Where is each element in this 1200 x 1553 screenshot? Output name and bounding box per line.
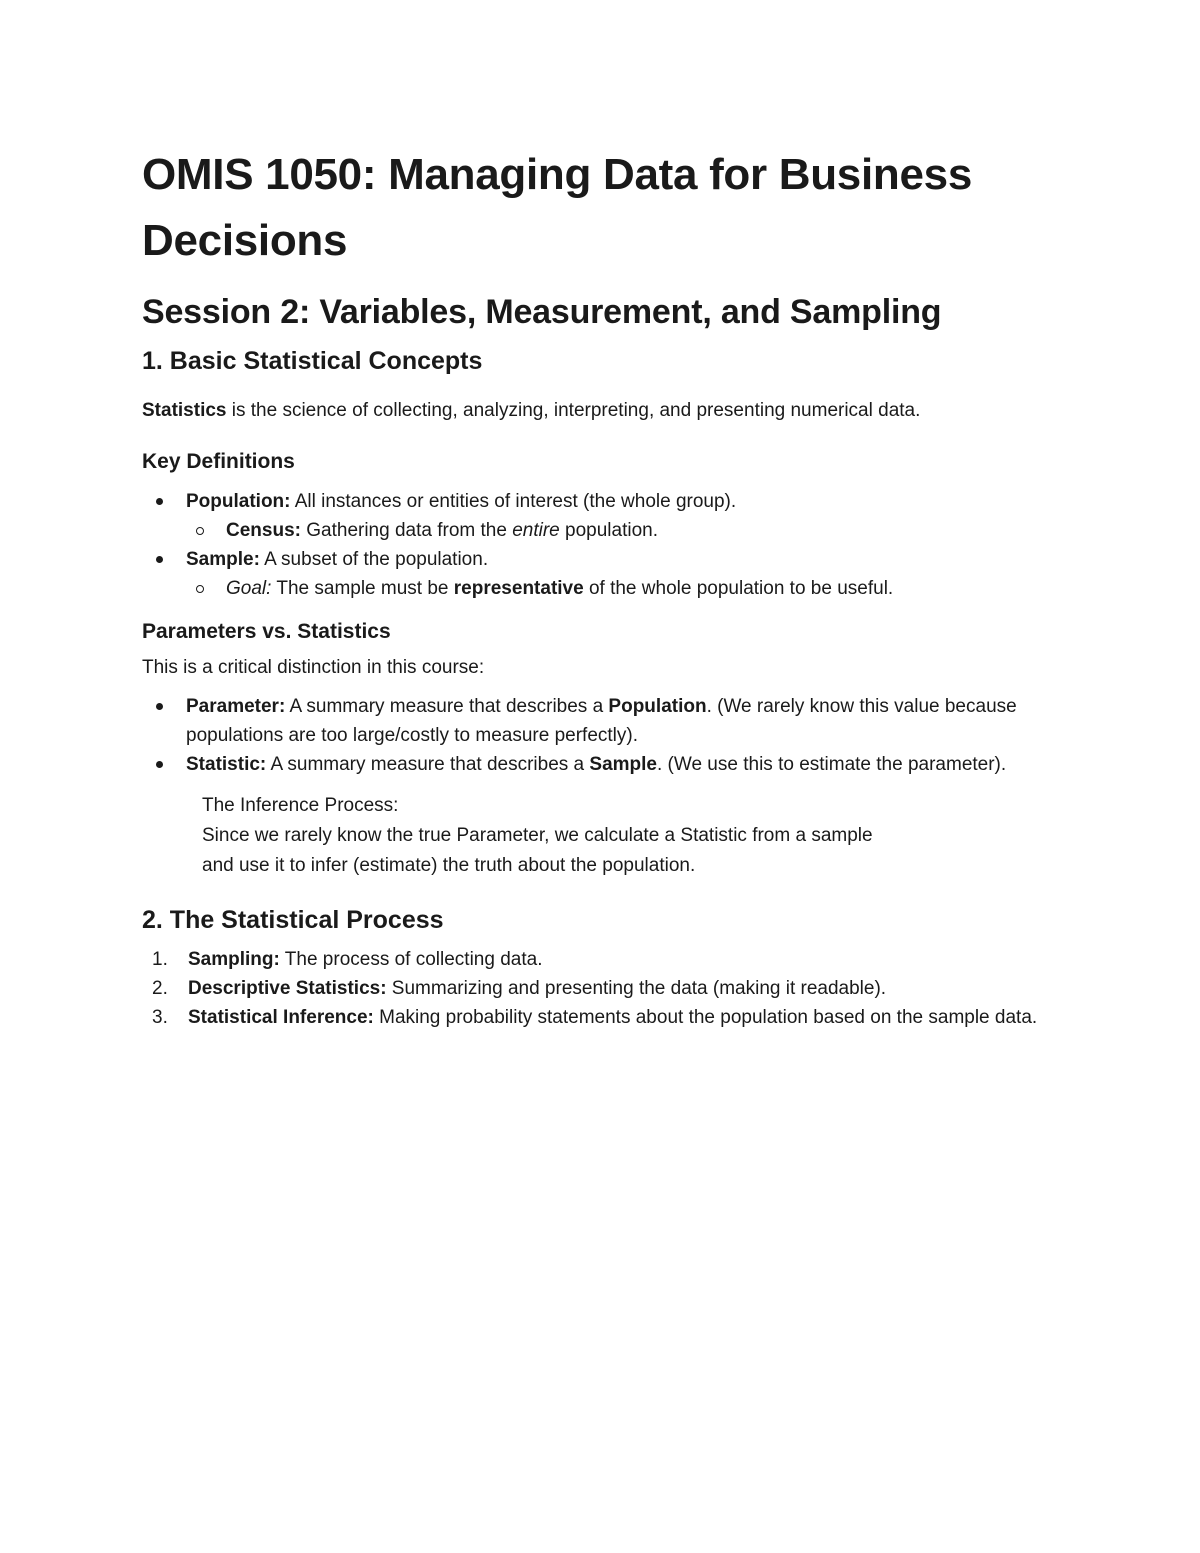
inference-line-1: Since we rarely know the true Parameter, we calculate a Statistic from a sample xyxy=(202,825,873,846)
list-item-sample xyxy=(142,545,1062,603)
population-sublist xyxy=(186,516,1062,545)
step-number: 2. xyxy=(152,978,168,999)
inference-line-2: and use it to infer (estimate) the truth about the population. xyxy=(202,855,696,876)
list-item-parameter xyxy=(142,692,1062,750)
statistic-term: Statistic: xyxy=(186,754,267,775)
session-title: Session 2: Variables, Measurement, and Sampling xyxy=(142,293,942,331)
statistics-definition xyxy=(142,396,1062,425)
sample-term: Sample: xyxy=(186,549,260,570)
parameter-text-end: . (We rarely know this value because populations are too large/costly to measure perfectly). xyxy=(186,696,1017,746)
list-item-goal xyxy=(186,574,1062,603)
step-text: Making probability statements about the population based on the sample data. xyxy=(373,1007,1038,1028)
section-heading-basic-concepts: 1. Basic Statistical Concepts xyxy=(142,347,483,375)
step-text: Summarizing and presenting the data (making it readable). xyxy=(386,978,887,999)
statistics-definition-text: is the science of collecting, analyzing, interpreting, and presenting numerical data. xyxy=(226,400,921,421)
step-number: 1. xyxy=(152,949,168,970)
key-definitions-heading: Key Definitions xyxy=(142,450,295,473)
goal-text: The sample must be xyxy=(271,578,454,599)
population-term: Population: xyxy=(186,491,291,512)
statistic-text: A summary measure that describes a xyxy=(266,754,590,775)
sample-text: A subset of the population. xyxy=(259,549,489,570)
census-text: Gathering data from the xyxy=(300,520,513,541)
goal-text-end: of the whole population to be useful. xyxy=(583,578,894,599)
step-term: Descriptive Statistics: xyxy=(188,978,387,999)
step-number: 3. xyxy=(152,1007,168,1028)
parameter-term: Parameter: xyxy=(186,696,286,717)
list-item-step xyxy=(142,1003,1062,1032)
document-page xyxy=(142,142,1062,1032)
section-heading-statistical-process: 2. The Statistical Process xyxy=(142,906,444,934)
step-term: Statistical Inference: xyxy=(188,1007,374,1028)
parameters-intro: This is a critical distinction in this course: xyxy=(142,657,485,678)
list-item-statistic xyxy=(142,750,1062,779)
parameters-vs-statistics-heading: Parameters vs. Statistics xyxy=(142,620,391,643)
list-item-population xyxy=(142,487,1062,545)
list-item-step xyxy=(142,974,1062,1003)
statistical-process-list xyxy=(142,945,1062,1032)
census-term: Census: xyxy=(226,520,301,541)
population-text: All instances or entities of interest (the whole group). xyxy=(290,491,737,512)
parameter-text: A summary measure that describes a xyxy=(285,696,609,717)
document-title: OMIS 1050: Managing Data for Business Decisions xyxy=(142,150,972,265)
list-item-step xyxy=(142,945,1062,974)
statistics-term: Statistics xyxy=(142,400,227,421)
parameter-emphasis: Population xyxy=(608,696,707,717)
census-emphasis: entire xyxy=(512,520,560,541)
key-definitions-list xyxy=(142,487,1062,603)
sample-sublist xyxy=(186,574,1062,603)
inference-title: The Inference Process: xyxy=(202,795,399,816)
step-term: Sampling: xyxy=(188,949,280,970)
step-text: The process of collecting data. xyxy=(279,949,543,970)
inference-process-block xyxy=(202,791,1062,881)
statistic-text-end: . (We use this to estimate the parameter). xyxy=(656,754,1007,775)
statistic-emphasis: Sample xyxy=(589,754,657,775)
parameters-list xyxy=(142,692,1062,779)
census-text-end: population. xyxy=(559,520,658,541)
goal-emphasis: representative xyxy=(453,578,584,599)
goal-term: Goal: xyxy=(226,578,272,599)
list-item-census xyxy=(186,516,1062,545)
